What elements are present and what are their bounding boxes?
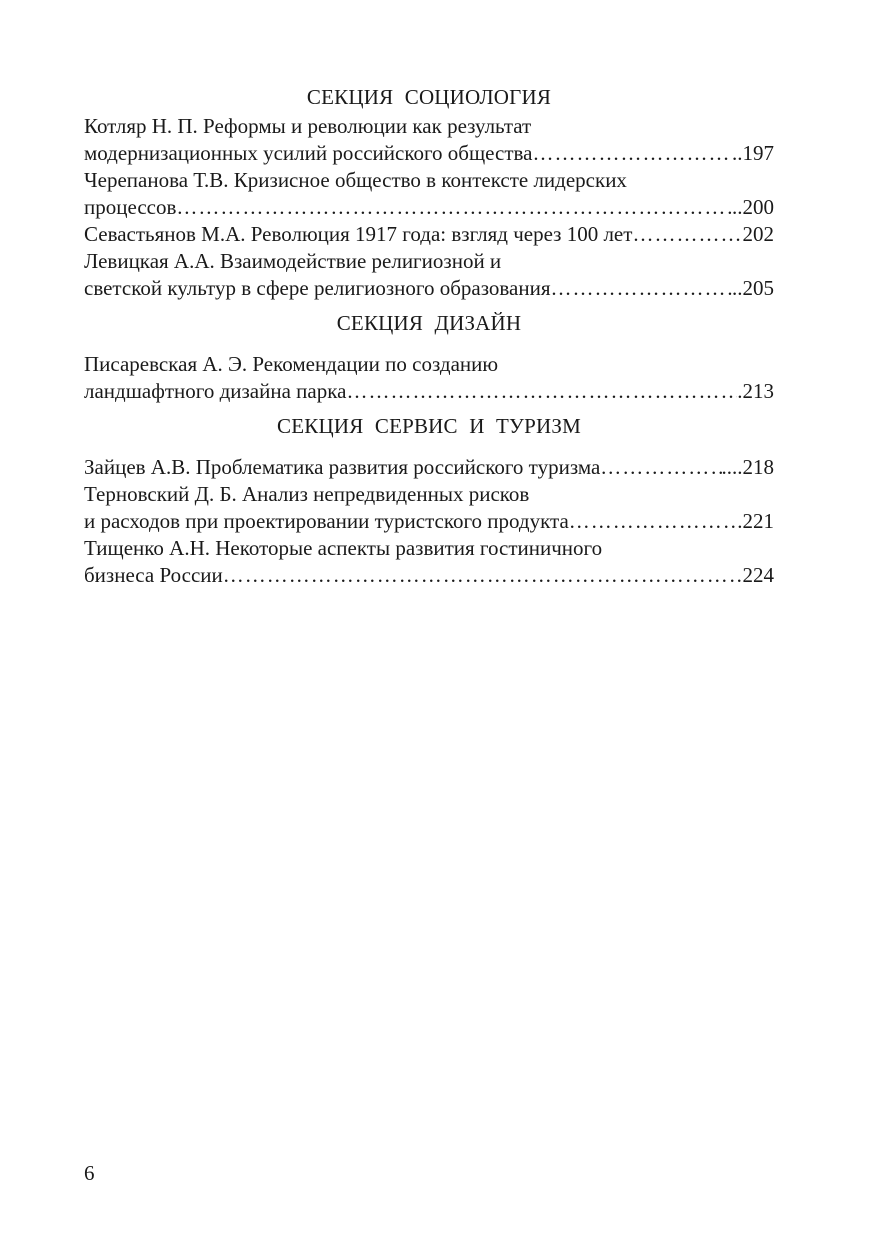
dot-leader bbox=[550, 275, 732, 302]
section-title-design: СЕКЦИЯ ДИЗАЙН bbox=[336, 311, 522, 335]
entry-title-line: ландшафтного дизайна парка bbox=[84, 379, 347, 403]
entry-title-line: Котляр Н. П. Реформы и революции как результат bbox=[84, 114, 532, 138]
entry-page-number: .213 bbox=[737, 379, 774, 403]
toc-entry[interactable] bbox=[84, 167, 774, 221]
toc-entry[interactable] bbox=[84, 113, 774, 167]
section-title-service-tourism: СЕКЦИЯ СЕРВИС И ТУРИЗМ bbox=[277, 414, 581, 438]
section-title-sociology: СЕКЦИЯ СОЦИОЛОГИЯ bbox=[306, 85, 552, 109]
toc-entry[interactable] bbox=[84, 221, 774, 248]
entry-page-number: ..205 bbox=[732, 276, 774, 300]
entry-title-line: процессов bbox=[84, 195, 177, 219]
table-of-contents bbox=[84, 84, 774, 589]
dot-leader bbox=[600, 454, 721, 481]
dot-leader bbox=[569, 508, 737, 535]
entry-title-line: Севастьянов М.А. Революция 1917 года: взгляд через 100 лет bbox=[84, 222, 633, 246]
entry-title-line: Черепанова Т.В. Кризисное общество в контексте лидерских bbox=[84, 168, 627, 192]
toc-entry[interactable] bbox=[84, 248, 774, 302]
toc-entry[interactable] bbox=[84, 481, 774, 535]
entry-page-number: ..200 bbox=[732, 195, 774, 219]
entry-page-number: 224 bbox=[742, 563, 774, 587]
entry-title-line: Левицкая А.А. Взаимодействие религиозной и bbox=[84, 249, 502, 273]
dot-leader bbox=[223, 562, 743, 589]
page-number: 6 bbox=[84, 1161, 95, 1185]
entry-page-number: .221 bbox=[737, 509, 774, 533]
entry-title-line: и расходов при проектировании туристского продукта bbox=[84, 509, 569, 533]
entry-page-number: 202 bbox=[742, 222, 774, 246]
entry-title-line: светской культур в сфере религиозного образования bbox=[84, 276, 551, 300]
entry-title-line: Писаревская А. Э. Рекомендации по созданию bbox=[84, 352, 499, 376]
dot-leader bbox=[632, 221, 742, 248]
dot-leader bbox=[346, 378, 737, 405]
entry-title-line: бизнеса России bbox=[84, 563, 223, 587]
entry-title-line: модернизационных усилий российского общества bbox=[84, 141, 533, 165]
dot-leader bbox=[532, 140, 732, 167]
entry-title-line: Терновский Д. Б. Анализ непредвиденных рисков bbox=[84, 482, 530, 506]
entry-page-number: ....218 bbox=[721, 455, 774, 479]
toc-entry[interactable] bbox=[84, 351, 774, 405]
entry-title-line: Зайцев А.В. Проблематика развития российского туризма bbox=[84, 455, 601, 479]
toc-entry[interactable] bbox=[84, 454, 774, 481]
toc-entry[interactable] bbox=[84, 535, 774, 589]
entry-page-number: ..197 bbox=[732, 141, 774, 165]
dot-leader bbox=[176, 194, 732, 221]
entry-title-line: Тищенко А.Н. Некоторые аспекты развития гостиничного bbox=[84, 536, 603, 560]
